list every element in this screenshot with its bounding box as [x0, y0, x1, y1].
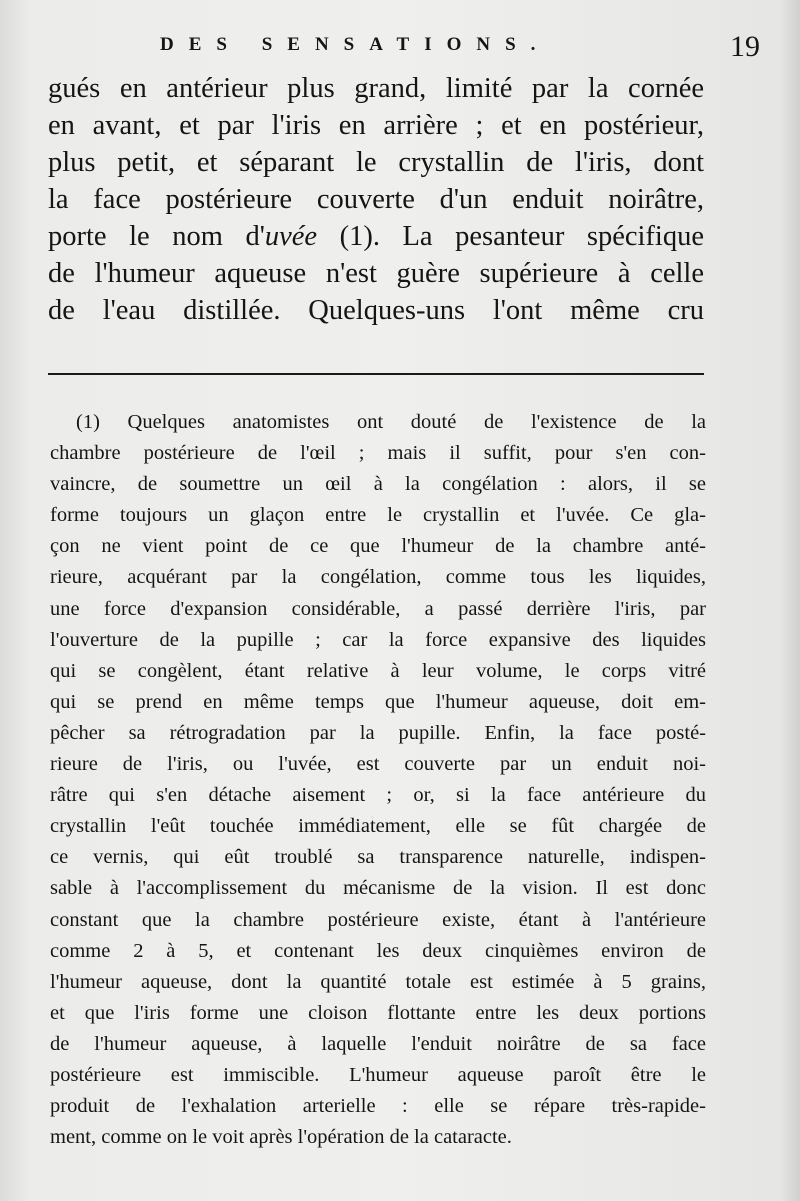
footnote-line: chambre postérieure de l'œil ; mais il suffit, pour s'en con- [50, 442, 706, 465]
main-text [48, 70, 704, 329]
footnote-line: l'ouverture de la pupille ; car la force expansive des liquides [50, 628, 706, 651]
footnote-line: forme toujours un glaçon entre le crystallin et l'uvée. Ce gla- [50, 504, 706, 527]
footnote-line: sable à l'accomplissement du mécanisme de la vision. Il est donc [50, 877, 706, 900]
footnote-line: qui se congèlent, étant relative à leur volume, le corps vitré [50, 659, 706, 682]
footnote-line: qui se prend en même temps que l'humeur aqueuse, doit em- [50, 690, 706, 713]
footnote-line: vaincre, de soumettre un œil à la congélation : alors, il se [50, 473, 706, 496]
footnote-line: produit de l'exhalation arterielle : elle se répare très-rapide- [50, 1095, 706, 1118]
footnote-line: pêcher sa rétrogradation par la pupille. Enfin, la face posté- [50, 721, 706, 744]
footnote-line: une force d'expansion considérable, a passé derrière l'iris, par [50, 597, 706, 620]
text-line: plus petit, et séparant le crystallin de l'iris, dont [48, 147, 704, 178]
footnote-line: postérieure est immiscible. L'humeur aqueuse paroît être le [50, 1063, 706, 1086]
footnote-line: (1) Quelques anatomistes ont douté de l'existence de la [76, 411, 706, 433]
text-line: de l'eau distillée. Quelques-uns l'ont même cru [48, 295, 704, 326]
running-head [48, 30, 760, 64]
footnote [50, 407, 706, 1153]
footnote-line: de l'humeur aqueuse, à laquelle l'enduit noirâtre de sa face [50, 1032, 706, 1055]
footnote-line: rieure de l'iris, ou l'uvée, est couverte par un enduit noi- [50, 753, 706, 776]
footnote-line: ment, comme on le voit après l'opération de la cataracte. [50, 1126, 512, 1149]
text-line: en avant, et par l'iris en arrière ; et en postérieur, [48, 110, 704, 141]
footnote-line: rieure, acquérant par la congélation, comme tous les liquides, [50, 566, 706, 589]
footnote-line: ce vernis, qui eût troublé sa transparence naturelle, indispen- [50, 846, 706, 869]
footnote-rule [48, 373, 704, 375]
footnote-line: râtre qui s'en détache aisement ; or, si la face antérieure du [50, 784, 706, 807]
footnote-line: çon ne vient point de ce que l'humeur de la chambre anté- [50, 535, 706, 558]
text-line: gués en antérieur plus grand, limité par la cornée [48, 73, 704, 104]
footnote-line: l'humeur aqueuse, dont la quantité totale est estimée à 5 grains, [50, 970, 706, 993]
text-line: porte le nom d'uvée (1). La pesanteur spécifique [48, 221, 704, 252]
footnote-line: comme 2 à 5, et contenant les deux cinquièmes environ de [50, 939, 706, 962]
footnote-line: et que l'iris forme une cloison flottante entre les deux portions [50, 1001, 706, 1024]
italic-term: uvée [264, 221, 318, 252]
text-line: de l'humeur aqueuse n'est guère supérieure à celle [48, 258, 704, 289]
footnote-line: crystallin l'eût touchée immédiatement, elle se fût chargée de [50, 815, 706, 838]
running-title: DES SENSATIONS. [160, 34, 551, 55]
footnote-line: constant que la chambre postérieure existe, étant à l'antérieure [50, 908, 706, 931]
page-number: 19 [730, 30, 760, 63]
text-line: la face postérieure couverte d'un enduit noirâtre, [48, 184, 704, 215]
